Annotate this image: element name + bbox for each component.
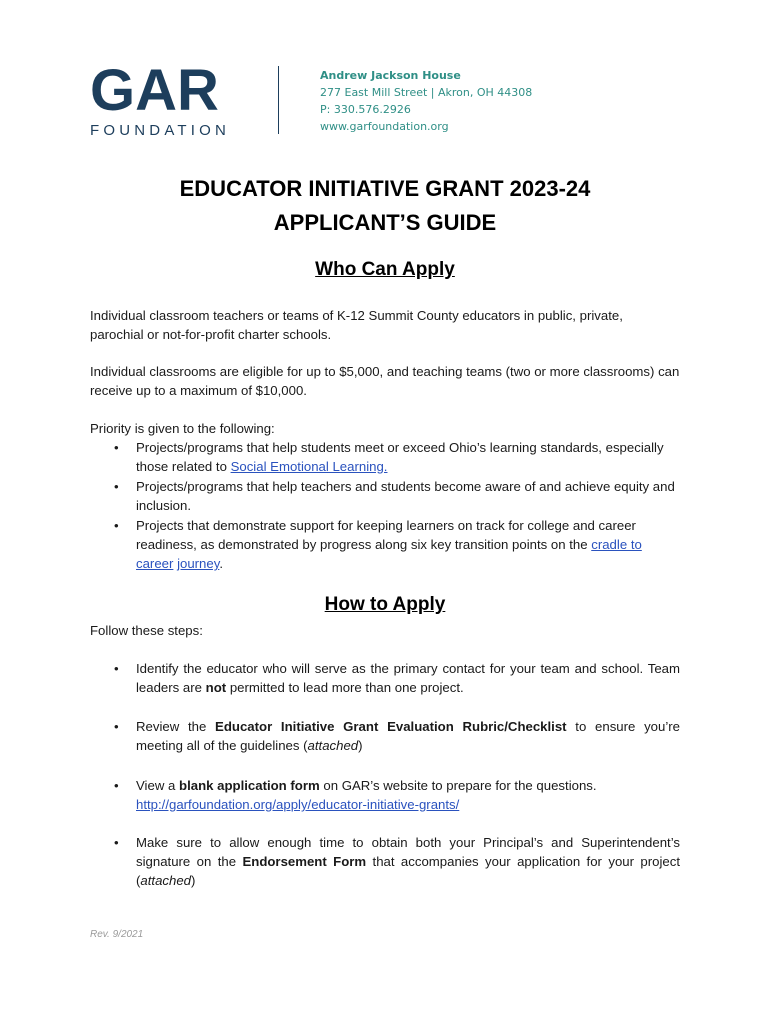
- priority-bullet: [114, 516, 680, 573]
- step-item: [114, 776, 680, 814]
- gar-foundation-logo: [90, 58, 250, 140]
- eligibility-paragraph: Individual classroom teachers or teams of K-12 Summit County educators in public, private, parochial or not-for-profit charter schools.: [90, 308, 623, 342]
- step-pre: View a: [136, 778, 180, 793]
- step-end: ): [191, 873, 196, 888]
- title-line-2: APPLICANT’S GUIDE: [273, 210, 497, 235]
- bullet-icon: •: [114, 835, 119, 850]
- step-bold: not: [205, 680, 227, 695]
- bullet-text: [136, 516, 680, 573]
- bullet-body: Projects that demonstrate support for keeping learners on track for college and career readiness, as demonstrated by progress along six key transition points on the: [136, 518, 636, 552]
- step-bold: blank application form: [179, 778, 320, 793]
- bullet-icon: •: [114, 479, 119, 494]
- step-post: to ensure you’re meeting all of the guidelines (: [136, 719, 681, 753]
- step-item: [114, 659, 680, 697]
- sel-link[interactable]: Social Emotional Learning.: [230, 459, 388, 474]
- step-text: [136, 659, 680, 697]
- bullet-icon: •: [114, 518, 119, 533]
- who-can-apply-heading: Who Can Apply: [315, 259, 455, 280]
- bullet-text: [136, 438, 680, 476]
- priority-bullet: [114, 477, 680, 515]
- address: 277 East Mill Street | Akron, OH 44308: [320, 86, 533, 99]
- step-pre: Identify the educator who will serve as the primary contact for your team and school. Team leaders are: [136, 661, 680, 695]
- document-title: [0, 172, 770, 240]
- step-text: [136, 833, 680, 890]
- step-text: [136, 776, 680, 814]
- step-pre: Review the: [136, 719, 216, 734]
- title-line-1: EDUCATOR INITIATIVE GRANT 2023-24: [179, 176, 591, 201]
- website: www.garfoundation.org: [320, 120, 449, 133]
- phone: P: 330.576.2926: [320, 103, 411, 116]
- priority-intro: Priority is given to the following:: [90, 421, 275, 436]
- step-end: ): [358, 738, 363, 753]
- logo-wordmark: GAR: [90, 58, 219, 123]
- step-post: on GAR’s website to prepare for the questions.: [319, 778, 597, 793]
- step-italic: attached: [307, 738, 359, 753]
- bullet-icon: •: [114, 778, 119, 793]
- header-divider: [278, 66, 279, 134]
- step-pre: Make sure to allow enough time to obtain both your Principal’s and Superintendent’s signature on the: [136, 835, 680, 869]
- bullet-text: Projects/programs that help teachers and students become aware of and achieve equity and inclusion.: [136, 479, 675, 513]
- how-to-apply-heading: How to Apply: [324, 594, 446, 615]
- step-post: that accompanies your application for your project (: [136, 854, 680, 888]
- application-form-link[interactable]: http://garfoundation.org/apply/educator-initiative-grants/: [136, 797, 460, 812]
- steps-intro: Follow these steps:: [90, 623, 203, 638]
- step-text: [136, 717, 680, 755]
- bullet-icon: •: [114, 440, 119, 455]
- funding-paragraph: Individual classrooms are eligible for up to $5,000, and teaching teams (two or more classrooms) can receive up to a maximum of $10,000.: [90, 364, 680, 398]
- step-item: [114, 717, 680, 755]
- revision-note: Rev. 9/2021: [90, 929, 144, 940]
- bullet-body: Projects/programs that help students meet or exceed Ohio’s learning standards, especially those related to: [136, 440, 664, 474]
- bullet-end: .: [219, 556, 224, 571]
- cradle-to-career-link[interactable]: cradle to career: [136, 537, 642, 571]
- contact-block: [320, 67, 620, 135]
- priority-bullet: [114, 438, 680, 476]
- bullet-icon: •: [114, 719, 119, 734]
- step-bold: Educator Initiative Grant Evaluation Rubric/Checklist: [215, 719, 567, 734]
- step-item: [114, 833, 680, 890]
- logo-subtitle: FOUNDATION: [90, 122, 231, 139]
- bullet-icon: •: [114, 661, 119, 676]
- journey-link[interactable]: journey: [177, 556, 220, 571]
- step-bold: Endorsement Form: [242, 854, 367, 869]
- org-name: Andrew Jackson House: [320, 69, 461, 82]
- step-post: permitted to lead more than one project.: [226, 680, 464, 695]
- step-italic: attached: [140, 873, 191, 888]
